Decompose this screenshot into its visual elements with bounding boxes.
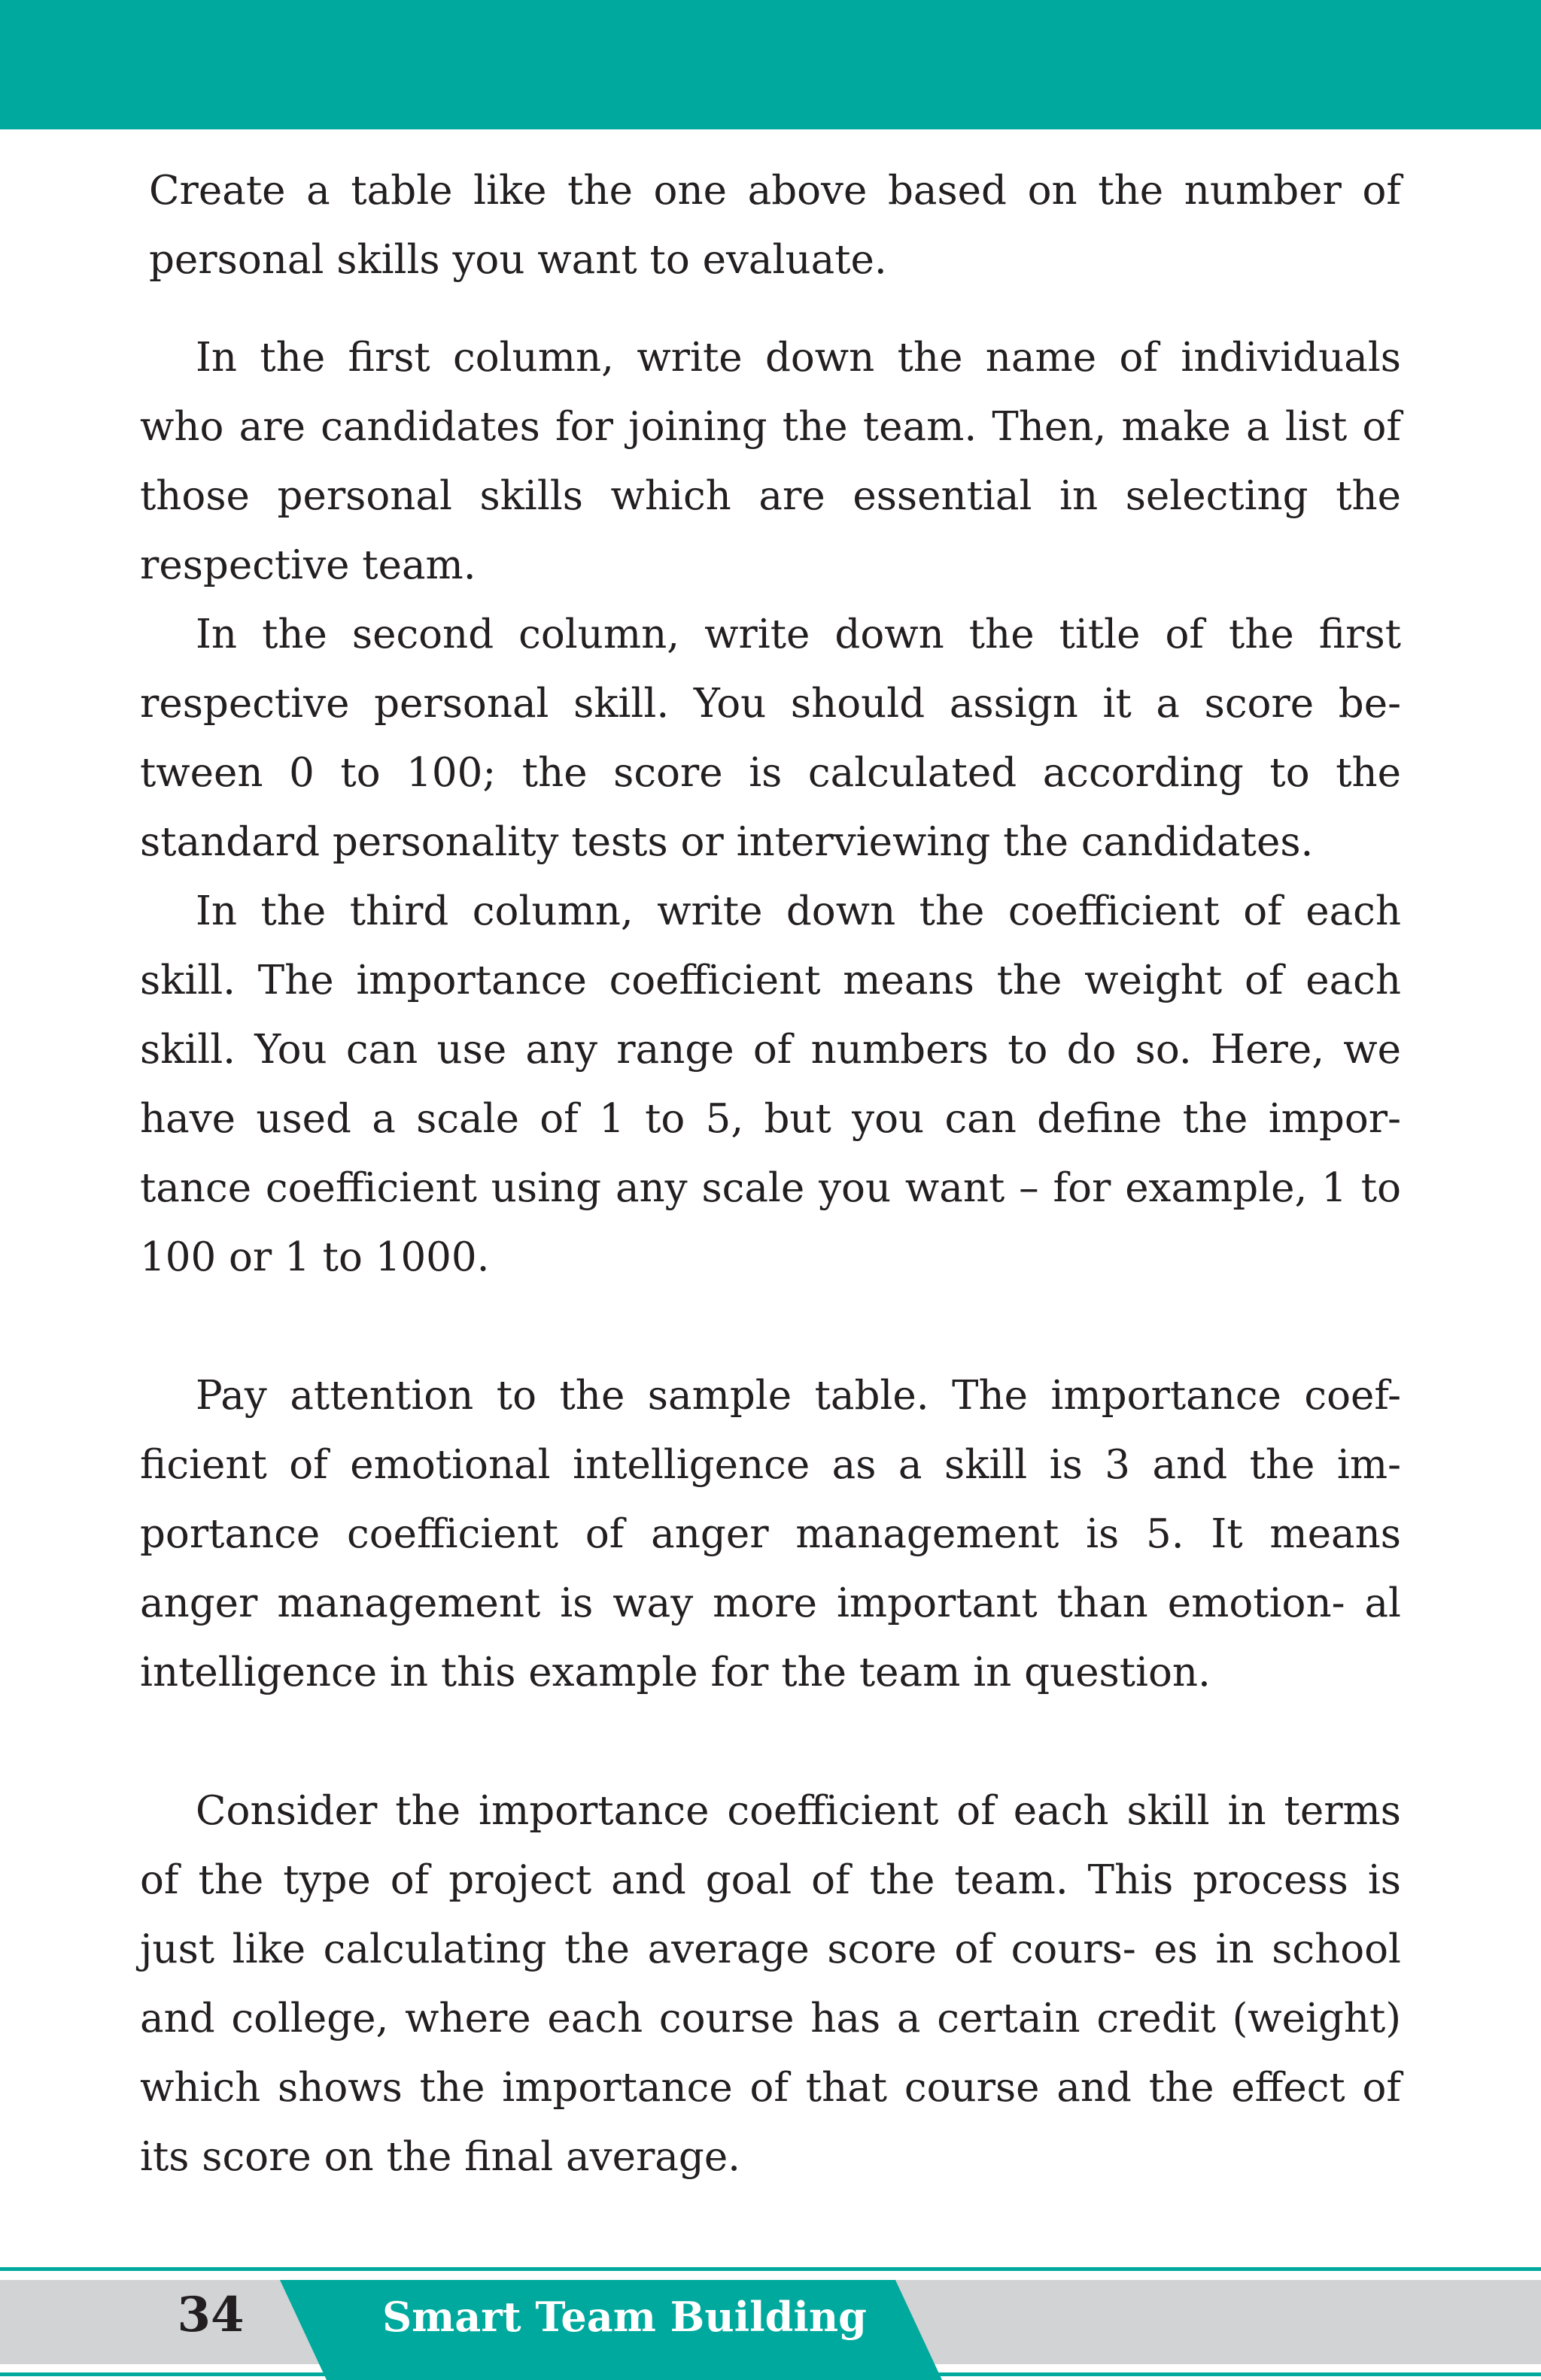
page-number: 34 [177, 2287, 245, 2343]
page-body [140, 156, 1401, 2192]
paragraph: In the first column, write down the name of individuals who are candidates for joining the team. Then, make a list of those personal skills which are essential in selecting the respective team. [140, 335, 1401, 588]
paragraph: In the third column, write down the coefficient of each skill. The importance coefficient means the weight of each skill. You can use any range of numbers to do so. Here, we have used a scale of 1 to 5, but you can define the impor- tance coefficient using any scale you want – for example, 1 to 100 or 1 to 1000. [140, 888, 1401, 1280]
running-title: Smart Team Building [382, 2293, 867, 2341]
paragraph: Create a table like the one above based on the number of personal skills you want to evaluate. [149, 168, 1401, 283]
paragraph: Consider the importance coefficient of each skill in terms of the type of project and goal of the team. This process is just like calculating the average score of cours- es in school and college, where each course has a certain credit (weight) which shows the importance of that course and the effect of its score on the final average. [140, 1788, 1401, 2180]
paragraph: In the second column, write down the title of the first respective personal skill. You should assign it a score be- tween 0 to 100; the score is calculated according to the standard personality tests or interviewing the candidates. [140, 612, 1401, 865]
paragraph: Pay attention to the sample table. The importance coef- ficient of emotional intelligence as a skill is 3 and the im- portance coefficient of anger management is 5. It means anger management is way more important than emotion- al intelligence in this example for the team in question. [140, 1373, 1401, 1695]
header-band [0, 0, 1541, 129]
